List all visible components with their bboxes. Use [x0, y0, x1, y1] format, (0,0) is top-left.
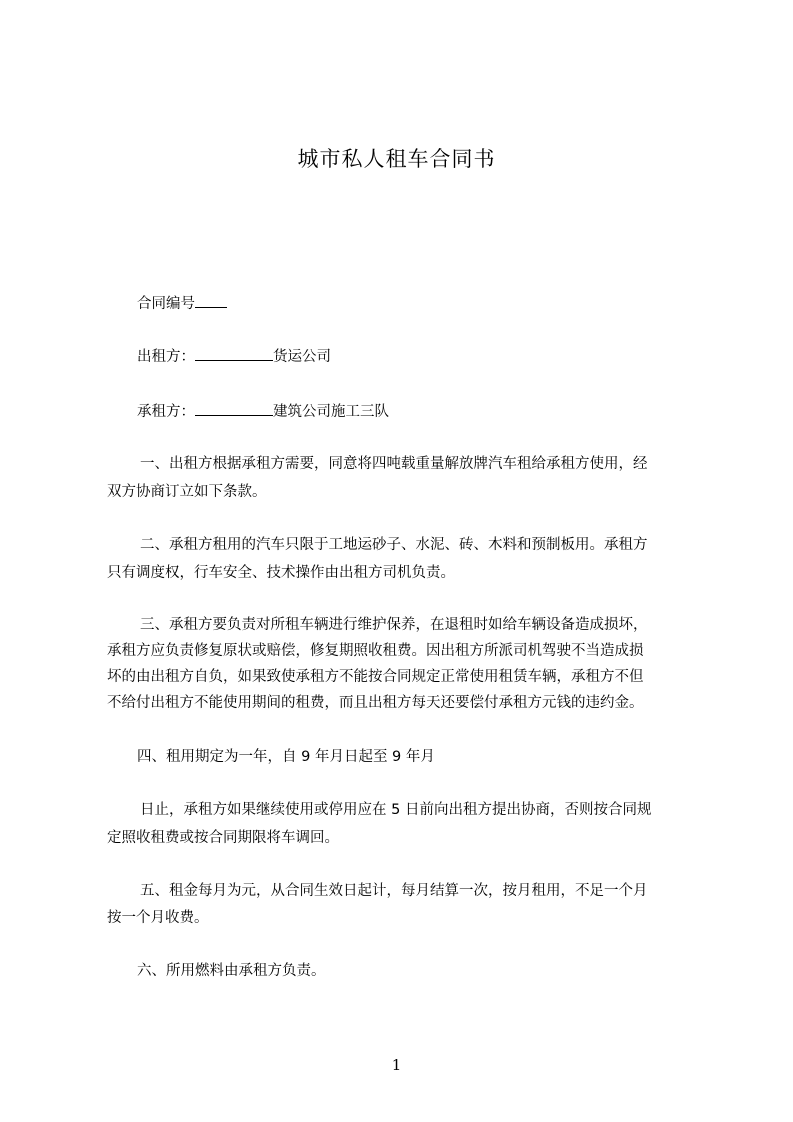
lessee-line: [137, 400, 389, 421]
page-number: 1: [391, 1056, 402, 1074]
clause-4-line-1: 四、租用期定为一年，自 9 年月日起至 9 年月: [137, 749, 435, 765]
lessor-suffix: 货运公司: [273, 349, 331, 365]
clause-4-cont-line-1: 日止，承租方如果继续使用或停用应在 5 日前向出租方提出协商，否则按合同规: [140, 802, 652, 818]
clause-6-line-1: 六、所用燃料由承租方负责。: [137, 963, 326, 979]
clause-3-line-2: 承租方应负责修复原状或赔偿，修复期照收租费。因出租方所派司机驾驶不当造成损: [107, 643, 644, 659]
contract-number-line: [137, 292, 227, 313]
contract-number-label: 合同编号: [137, 296, 195, 312]
document-title: 城市私人租车合同书: [297, 147, 496, 171]
clause-5-line-1: 五、租金每月为元，从合同生效日起计，每月结算一次，按月租用，不足一个月: [140, 883, 648, 899]
lessor-blank: [195, 346, 273, 361]
lessor-line: [137, 345, 331, 366]
clause-2-line-2: 只有调度权，行车安全、技术操作由出租方司机负责。: [107, 565, 455, 581]
clause-1-line-1: 一、出租方根据承租方需要，同意将四吨载重量解放牌汽车租给承租方使用，经: [140, 456, 648, 472]
clause-2-line-1: 二、承租方租用的汽车只限于工地运砂子、水泥、砖、木料和预制板用。承租方: [140, 537, 648, 553]
contract-number-blank: [195, 293, 227, 308]
clause-3-line-1: 三、承租方要负责对所租车辆进行维护保养，在退租时如给车辆设备造成损坏，: [140, 617, 648, 633]
lessee-blank: [195, 401, 273, 416]
clause-4-cont-line-2: 定照收租费或按合同期限将车调回。: [107, 830, 339, 846]
lessee-label: 承租方：: [137, 404, 195, 420]
lessor-label: 出租方：: [137, 349, 195, 365]
lessee-suffix: 建筑公司施工三队: [273, 404, 389, 420]
clause-5-line-2: 按一个月收费。: [107, 910, 209, 926]
clause-3-line-3: 坏的由出租方自负，如果致使承租方不能按合同规定正常使用租赁车辆，承租方不但: [107, 669, 644, 685]
clause-1-line-2: 双方协商订立如下条款。: [107, 484, 267, 500]
clause-3-line-4: 不给付出租方不能使用期间的租费，而且出租方每天还要偿付承租方元钱的违约金。: [107, 695, 644, 711]
